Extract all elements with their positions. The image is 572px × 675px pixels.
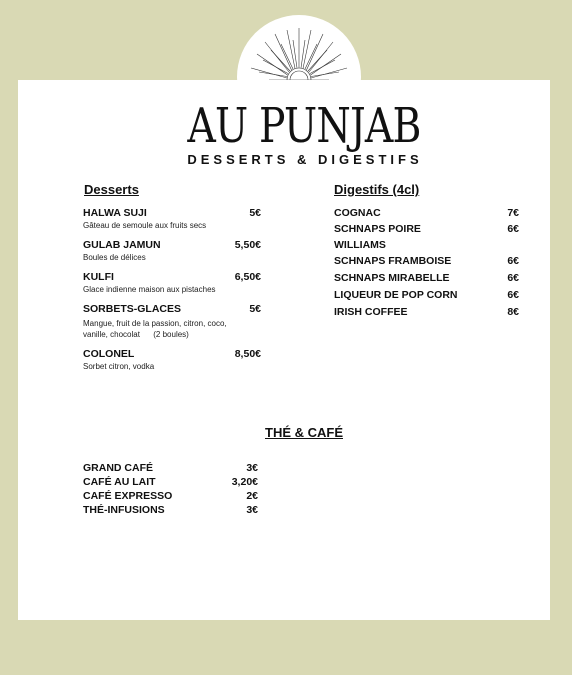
digestif-name: SCHNAPS FRAMBOISE (334, 255, 452, 267)
digestif-name: SCHNAPS MIRABELLE (334, 272, 450, 284)
dessert-name: COLONEL (83, 348, 135, 360)
dessert-price: 6,50€ (234, 271, 261, 283)
digestif-name: COGNAC (334, 207, 381, 219)
digestifs-heading: Digestifs (4cl) (334, 182, 420, 197)
dessert-desc: Gâteau de semoule aux fruits secs (83, 221, 207, 230)
dessert-price: 8,50€ (234, 348, 261, 360)
drink-item (83, 504, 258, 517)
dessert-price: 5€ (249, 207, 261, 219)
the-cafe-heading: THÉ & CAFÉ (265, 425, 343, 440)
dessert-price: 5€ (249, 303, 261, 315)
digestif-name: IRISH COFFEE (334, 306, 408, 318)
drink-name: GRAND CAFÉ (83, 462, 153, 474)
digestif-item (334, 306, 519, 319)
drink-item (83, 476, 258, 489)
sunburst-icon (249, 26, 349, 84)
digestif-item (334, 289, 519, 302)
dessert-item (83, 348, 261, 372)
menu-subtitle: DESSERTS & DIGESTIFS (187, 152, 423, 167)
dessert-desc: Sorbet citron, vodka (83, 362, 155, 371)
digestif-name: SCHNAPS POIRE (334, 223, 421, 235)
dessert-item (83, 303, 261, 340)
dessert-name: SORBETS-GLACES (83, 303, 182, 315)
dessert-desc: Glace indienne maison aux pistaches (83, 285, 216, 294)
dessert-item (83, 239, 261, 263)
drink-name: CAFÉ AU LAIT (83, 476, 156, 488)
digestif-name-line2: WILLIAMS (334, 239, 386, 251)
digestif-price: 6€ (507, 223, 519, 235)
desserts-heading: Desserts (84, 182, 139, 197)
dessert-price: 5,50€ (234, 239, 261, 251)
drink-name: THÉ-INFUSIONS (83, 504, 165, 516)
drink-name: CAFÉ EXPRESSO (83, 490, 173, 502)
dessert-name: GULAB JAMUN (83, 239, 161, 251)
restaurant-title: AU PUNJAB (187, 98, 421, 154)
dessert-item (83, 207, 261, 231)
digestif-price: 6€ (507, 289, 519, 301)
dessert-desc: Mangue, fruit de la passion, citron, coco, (83, 319, 227, 328)
dessert-desc: Boules de délices (83, 253, 146, 262)
digestif-item (334, 255, 519, 268)
drink-price: 2€ (246, 490, 258, 502)
digestif-price: 6€ (507, 255, 519, 267)
digestif-item (334, 207, 519, 220)
drink-item (83, 462, 258, 475)
drink-price: 3,20€ (231, 476, 258, 488)
drink-price: 3€ (246, 462, 258, 474)
digestif-item (334, 223, 519, 252)
dessert-name: HALWA SUJI (83, 207, 147, 219)
digestif-price: 7€ (507, 207, 519, 219)
dessert-desc-line2: vanille, chocolat (2 boules) (83, 330, 189, 339)
digestif-name: LIQUEUR DE POP CORN (334, 289, 458, 301)
drink-price: 3€ (246, 504, 258, 516)
dessert-item (83, 271, 261, 295)
dessert-name: KULFI (83, 271, 114, 283)
digestif-price: 8€ (507, 306, 519, 318)
digestif-price: 6€ (507, 272, 519, 284)
digestif-item (334, 272, 519, 285)
drink-item (83, 490, 258, 503)
